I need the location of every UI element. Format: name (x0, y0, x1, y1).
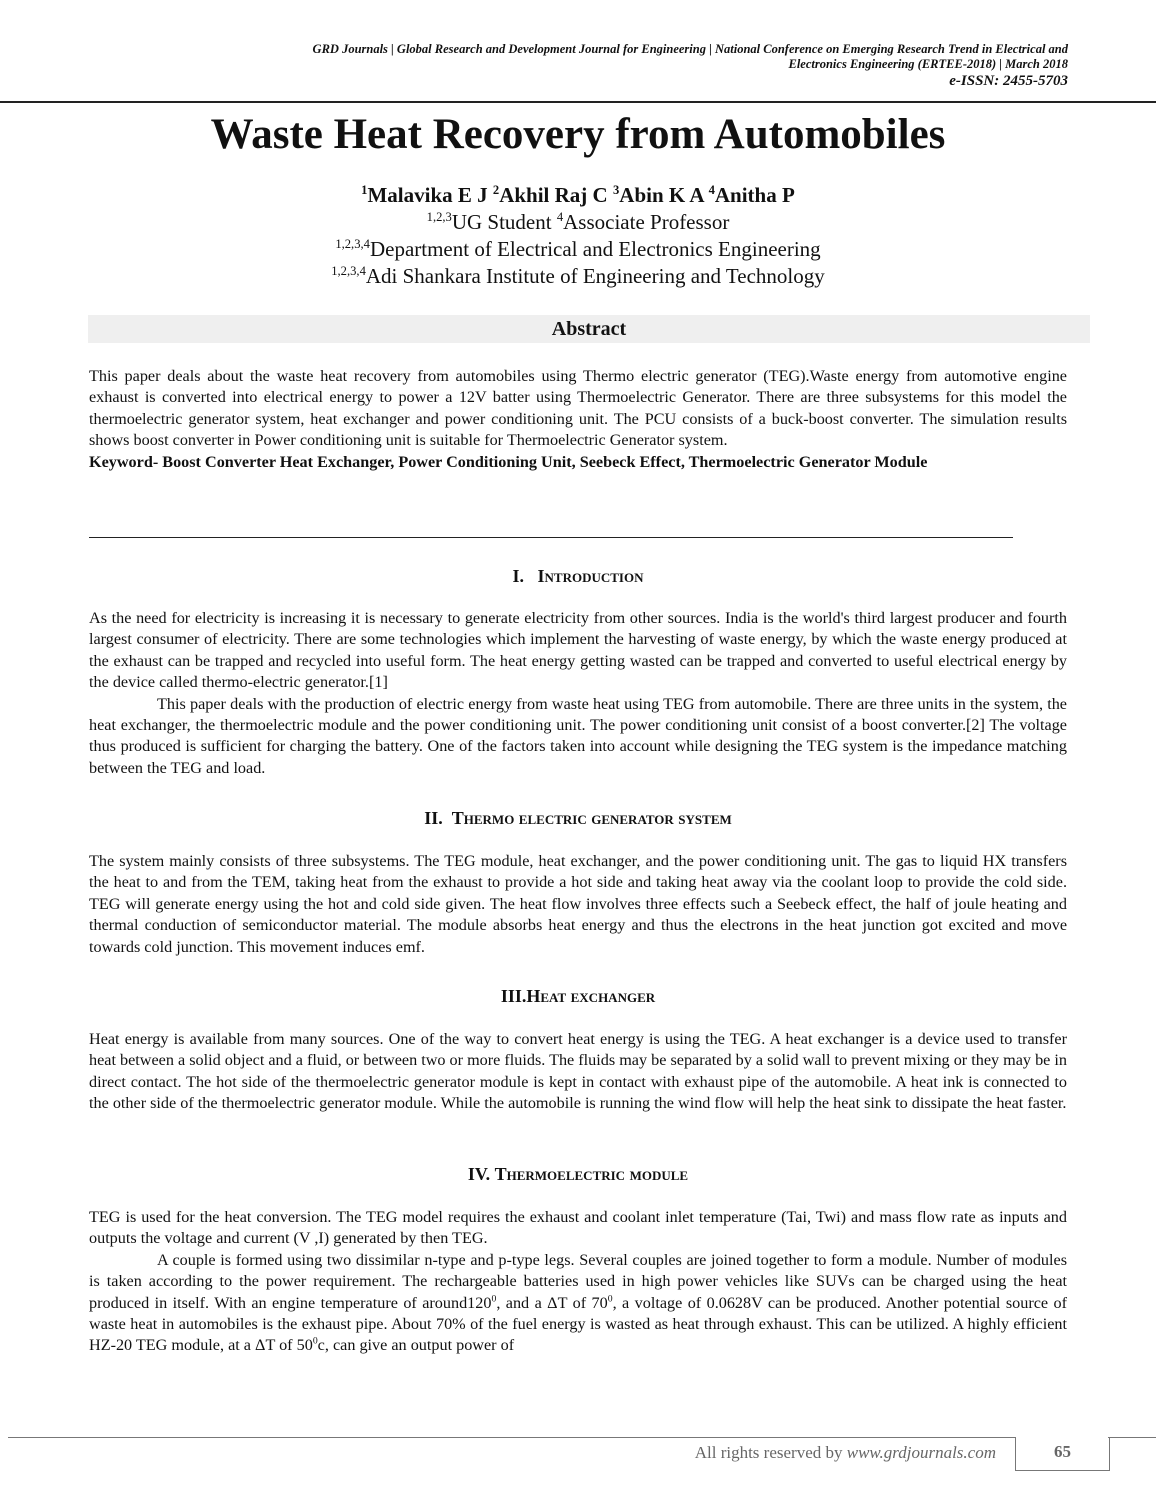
section-heading-4: IV. Thermoelectric module (467, 1164, 689, 1184)
section-heading-3: III.Heat exchanger (500, 986, 656, 1006)
author-names: $^1$Malavika E J $^2$Akhil Raj C $^3$Abin K A $^4$Anitha P (361, 183, 795, 207)
section-2-body (89, 851, 1067, 958)
section-heading-1: I. Introduction (512, 566, 644, 586)
footer-rule (8, 1437, 1016, 1438)
header-issn: e-ISSN: 2455-5703 (949, 73, 1068, 89)
abstract-body (89, 366, 1067, 473)
paragraph: A couple is formed using two dissimilar n-type and p-type legs. Several couples are joined together to form a module. Number of modules is taken according to the power requirement. The rechargeable batteries used in high power vehicles like SUVs can be charged using the heat produced in itself. With an engine temperature of $around120^0$, and a ΔT of $70^0$, a voltage of 0.0628V can be produced. Another potential source of waste heat in automobiles is the exhaust pipe. About 70% of the fuel energy is wasted as heat through exhaust. This can be utilized. A highly efficient HZ-20 TEG module, at a ΔT of $50^0c$, can give an output power of (89, 1250, 1067, 1355)
section-3-body (89, 1029, 1067, 1115)
header-journal-line: GRD Journals | Global Research and Development Journal for Engineering | National Conference on Emerging Research Trend in Electrical and (312, 42, 1068, 56)
keywords: Keyword- Boost Converter Heat Exchanger, Power Conditioning Unit, Seebeck Effect, Thermoelectric Generator Module (89, 452, 928, 471)
section-heading-2: II. Thermo electric generator system (424, 808, 732, 828)
footer-rule-right (1108, 1437, 1156, 1438)
author-1: Malavika E J (367, 183, 493, 207)
author-4: Anitha P (714, 183, 795, 207)
paragraph: This paper deals with the production of electric energy from waste heat using TEG from automobile. There are three units in the system, the heat exchanger, the thermoelectric module and the power conditioning unit. The power conditioning unit consist of a boost converter.[2] The voltage thus produced is sufficient for charging the battery. One of the factors taken into account while designing the TEG system is the impedance matching between the TEG and load. (89, 694, 1067, 777)
paragraph: The system mainly consists of three subsystems. The TEG module, heat exchanger, and the power conditioning unit. The gas to liquid HX transfers the heat to and from the TEM, taking heat from the exhaust to provide a hot side and taking heat away via the coolant loop to provide the cold side. TEG will generate energy using the hot and cold side given. The heat flow involves three effects such a Seebeck effect, the half of joule heating and thermal conduction of semiconductor material. The module absorbs heat energy and thus the electrons in the heat junction got excited and move towards cold junction. This movement induces emf. (89, 852, 1067, 956)
footer-rights: All rights reserved by www.grdjournals.com (694, 1443, 996, 1462)
abstract-divider (89, 537, 1013, 538)
paragraph: TEG is used for the heat conversion. The TEG model requires the exhaust and coolant inlet temperature (Tai, Twi) and mass flow rate as inputs and outputs the voltage and current (V ,I) generated by then TEG. (89, 1208, 1067, 1248)
header-rule (0, 101, 1156, 103)
section-1-body (89, 608, 1067, 779)
paragraph: As the need for electricity is increasing it is necessary to generate electricity from other sources. India is the world's third largest producer and fourth largest consumer of electricity. There are some technologies which implement the harvesting of waste energy, by which the waste energy produced at the exhaust can be trapped and recycled into useful form. The heat energy getting wasted can be trapped and converted to useful electrical energy by the device called thermo-electric generator.[1] (89, 609, 1067, 692)
abstract-text: This paper deals about the waste heat recovery from automobiles using Thermo electric generator (TEG).Waste energy from automotive engine exhaust is converted into electrical energy to power a 12V batter using Thermoelectric Generator. There are three subsystems for this model the thermoelectric generator system, heat exchanger and power conditioning unit. The PCU consists of a buck-boost converter. The simulation results shows boost converter in Power conditioning unit is suitable for Thermoelectric Generator system. (89, 367, 1067, 450)
author-roles: $^{1,2,3}$UG Student $^4$Associate Professor (426, 210, 730, 234)
paper-title: Waste Heat Recovery from Automobiles (210, 111, 946, 158)
author-2: Akhil Raj C (499, 183, 613, 207)
section-4-body (89, 1207, 1067, 1357)
abstract-heading: Abstract (88, 315, 1090, 343)
author-institution: $^{1,2,3,4}$Adi Shankara Institute of Engineering and Technology (331, 264, 825, 288)
running-header (68, 42, 1068, 90)
paragraph: Heat energy is available from many sources. One of the way to convert heat energy is using the TEG. A heat exchanger is a device used to transfer heat between a solid object and a fluid, or between two or more fluids. The fluids may be separated by a solid wall to prevent mixing or they may be in direct contact. The hot side of the thermoelectric generator module is kept in contact with exhaust pipe of the automobile. A heat ink is connected to the other side of the thermoelectric generator module. While the automobile is running the wind flow will help the heat sink to dissipate the heat faster. (89, 1030, 1067, 1113)
header-conference-line: Electronics Engineering (ERTEE-2018) | March 2018 (788, 57, 1068, 71)
author-3: Abin K A (619, 183, 709, 207)
footer-site-link[interactable]: www.grdjournals.com (846, 1443, 996, 1462)
author-block (0, 182, 1156, 290)
author-department: $^{1,2,3,4}$Department of Electrical and Electronics Engineering (335, 237, 821, 261)
page-number: 65 (1054, 1442, 1071, 1461)
